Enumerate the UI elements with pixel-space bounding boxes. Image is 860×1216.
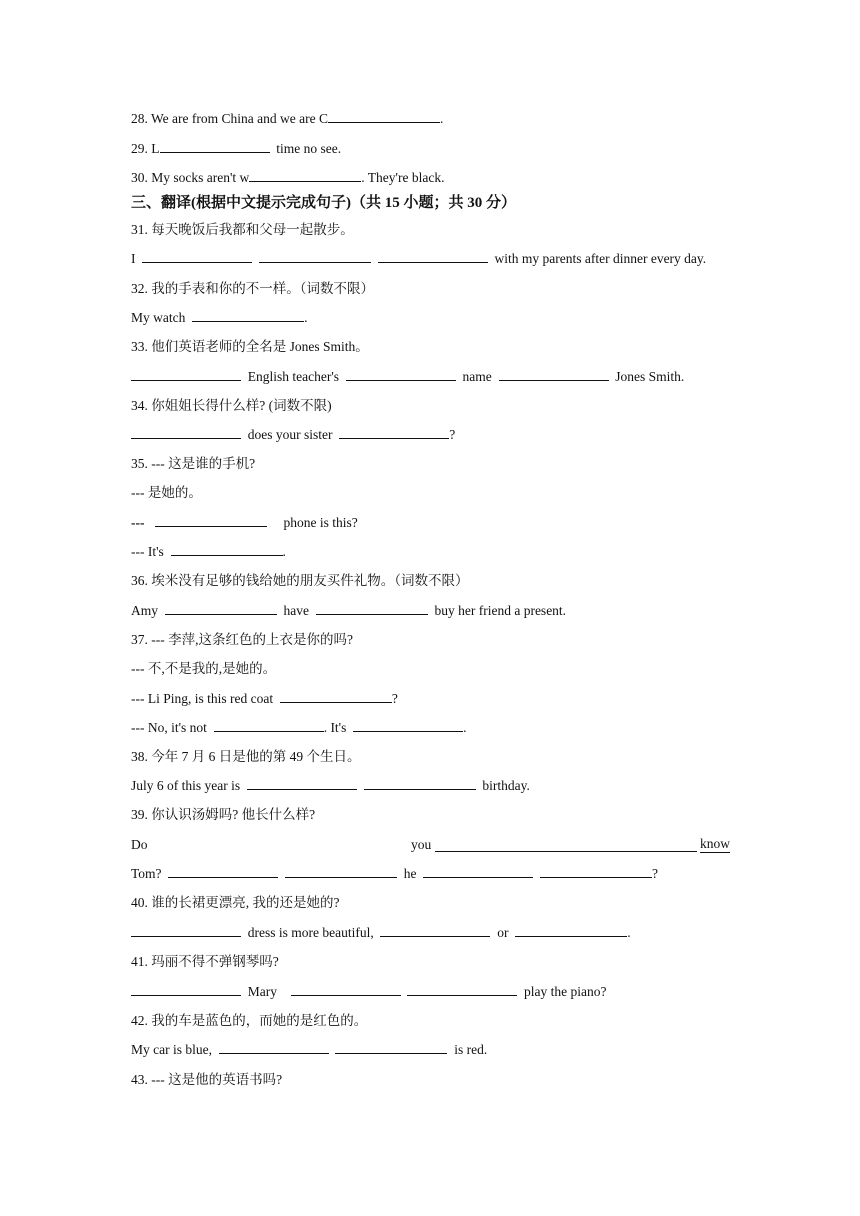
answer-blank[interactable] (259, 250, 371, 263)
question-40-chinese: 40. 谁的长裙更漂亮, 我的还是她的? (131, 895, 340, 910)
answer-blank[interactable] (378, 250, 488, 263)
answer-blank[interactable] (249, 169, 361, 182)
answer-blank[interactable] (380, 924, 490, 937)
question-42-chinese: 42. 我的车是蓝色的，而她的是红色的。 (131, 1013, 368, 1028)
question-32-chinese: 32. 我的手表和你的不一样。（词数不限） (131, 281, 374, 296)
answer-blank[interactable] (131, 368, 241, 381)
question-31-chinese: 31. 每天晚饭后我都和父母一起散步。 (131, 222, 354, 237)
answer-blank[interactable] (131, 983, 241, 996)
question-38-english: July 6 of this year is birthday. (131, 778, 530, 793)
section-title: 三、翻译(根据中文提示完成句子)（共 15 小题；共 30 分） (131, 195, 516, 211)
question-39-line: you know (411, 836, 730, 852)
answer-blank[interactable] (540, 865, 652, 878)
question-42-english: My car is blue, is red. (131, 1042, 488, 1057)
answer-blank[interactable] (160, 140, 270, 153)
answer-blank[interactable] (346, 368, 456, 381)
question-34-english: does your sister ? (131, 426, 455, 444)
answer-blank[interactable] (171, 543, 283, 556)
answer-blank[interactable] (407, 983, 517, 996)
answer-blank[interactable] (285, 865, 397, 878)
question-37-chinese-answer: --- 不,不是我的,是她的。 (131, 661, 277, 676)
answer-blank[interactable] (155, 514, 267, 527)
question-30: 30. My socks aren't w . They're black. (131, 170, 445, 185)
answer-blank[interactable] (291, 983, 401, 996)
question-39-english: Tom? he ? (131, 866, 659, 881)
answer-blank[interactable] (280, 690, 392, 703)
answer-blank[interactable] (165, 602, 277, 615)
answer-blank[interactable] (515, 924, 627, 937)
question-29: 29. L time no see. (131, 141, 342, 156)
answer-blank[interactable] (168, 865, 278, 878)
answer-blank[interactable] (423, 865, 533, 878)
question-39-word-do: Do (131, 837, 148, 852)
question-31-english: I with my parents after dinner every day. (131, 251, 707, 266)
answer-blank[interactable] (328, 110, 440, 123)
answer-blank[interactable] (131, 426, 241, 439)
answer-blank[interactable] (335, 1041, 447, 1054)
question-37-english: --- Li Ping, is this red coat ? (131, 691, 398, 706)
answer-blank[interactable] (142, 250, 252, 263)
question-35-english-answer: --- It's . (131, 544, 286, 559)
answer-blank[interactable] (247, 777, 357, 790)
question-37-chinese: 37. --- 李萍,这条红色的上衣是你的吗? (131, 632, 353, 647)
question-33-chinese: 33. 他们英语老师的全名是 Jones Smith。 (131, 339, 369, 354)
answer-blank[interactable] (131, 924, 241, 937)
answer-blank[interactable] (499, 368, 609, 381)
answer-blank[interactable] (353, 719, 463, 732)
question-34-chinese: 34. 你姐姐长得什么样? (词数不限) (131, 398, 332, 413)
question-35-chinese: 35. --- 这是谁的手机? (131, 456, 256, 471)
question-38-chinese: 38. 今年 7 月 6 日是他的第 49 个生日。 (131, 749, 361, 764)
question-32-english: My watch . (131, 310, 308, 325)
question-35-chinese-answer: --- 是她的。 (131, 485, 202, 500)
question-39-chinese: 39. 你认识汤姆吗? 他长什么样? (131, 807, 316, 822)
question-41-english: Mary play the piano? (131, 983, 606, 1001)
question-33-english: English teacher's name Jones Smith. (131, 368, 684, 386)
question-41-chinese: 41. 玛丽不得不弹钢琴吗? (131, 954, 279, 969)
answer-blank[interactable] (214, 719, 324, 732)
question-36-english: Amy have buy her friend a present. (131, 603, 567, 618)
question-36-chinese: 36. 埃米没有足够的钱给她的朋友买件礼物。（词数不限） (131, 573, 469, 588)
question-35-english: --- phone is this? (131, 515, 358, 530)
answer-blank[interactable] (339, 426, 449, 439)
answer-blank[interactable] (219, 1041, 329, 1054)
question-40-english: dress is more beautiful, or . (131, 924, 631, 942)
question-43-chinese: 43. --- 这是他的英语书吗? (131, 1072, 283, 1087)
question-37-english-answer: --- No, it's not . It's . (131, 720, 467, 735)
answer-blank[interactable] (435, 839, 697, 852)
answer-blank[interactable] (364, 777, 476, 790)
answer-blank[interactable] (316, 602, 428, 615)
question-28: 28. We are from China and we are C . (131, 111, 444, 126)
answer-blank[interactable] (192, 309, 304, 322)
